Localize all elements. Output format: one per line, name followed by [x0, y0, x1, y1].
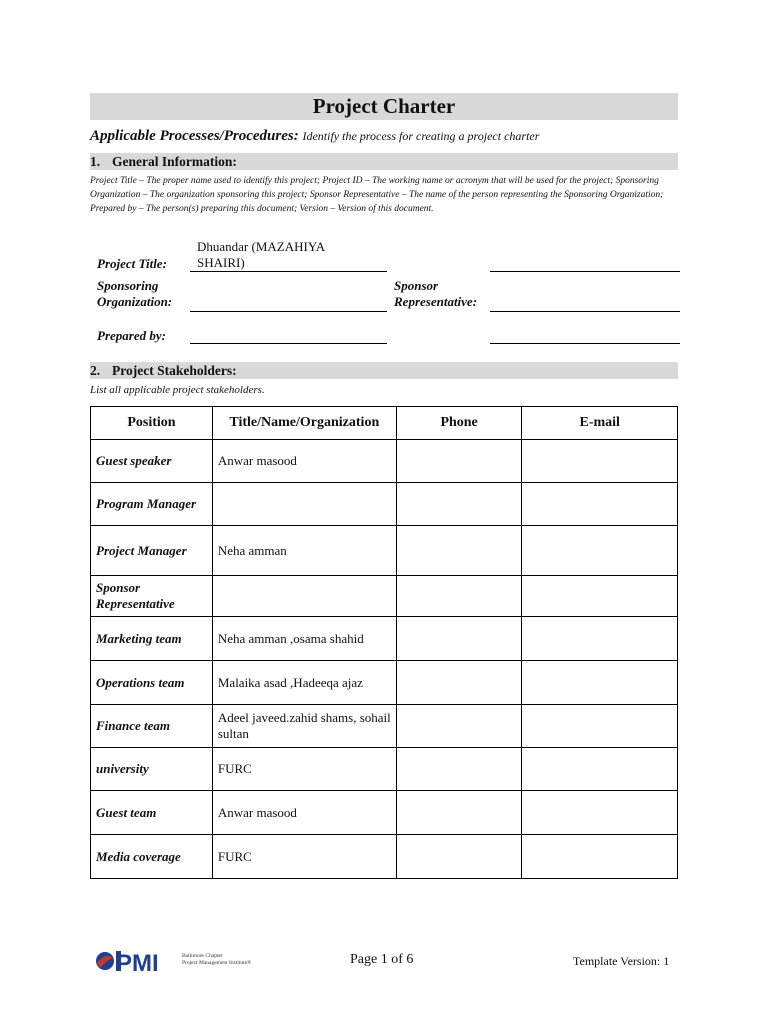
table-row [91, 791, 678, 835]
applicable-text: Identify the process for creating a project charter [302, 129, 540, 143]
column-header-phone: Phone [396, 407, 522, 440]
position-cell: Guest speaker [91, 440, 213, 483]
column-header-email: E-mail [522, 407, 678, 440]
table-row [91, 748, 678, 791]
sponsoring-organization-label: Sponsoring Organization: [97, 278, 173, 309]
name-cell[interactable] [212, 483, 396, 526]
position-cell: Finance team [91, 705, 213, 748]
position-cell: Project Manager [91, 526, 213, 576]
section-title: General Information: [112, 154, 237, 169]
sponsor-representative-line[interactable] [490, 311, 680, 312]
pmi-logo [94, 946, 274, 974]
section-title: Project Stakeholders: [112, 363, 237, 378]
logo-institute: Project Management Institute® [182, 960, 252, 966]
email-cell[interactable] [522, 835, 678, 879]
phone-cell[interactable] [396, 617, 522, 661]
name-cell[interactable]: Malaika asad ,Hadeeqa ajaz [212, 661, 396, 705]
table-header-row [91, 407, 678, 440]
position-cell: Program Manager [91, 483, 213, 526]
logo-wordmark: PMI [116, 950, 159, 974]
email-cell[interactable] [522, 791, 678, 835]
prepared-by-label: Prepared by: [97, 328, 166, 343]
section-number: 2. [90, 363, 101, 378]
email-cell[interactable] [522, 661, 678, 705]
email-cell[interactable] [522, 617, 678, 661]
applicable-label: Applicable Processes/Procedures: [90, 128, 299, 144]
section-general-information [90, 153, 678, 170]
phone-cell[interactable] [396, 835, 522, 879]
name-cell[interactable]: Anwar masood [212, 791, 396, 835]
position-cell: Guest team [91, 791, 213, 835]
email-cell[interactable] [522, 440, 678, 483]
phone-cell[interactable] [396, 748, 522, 791]
name-cell[interactable]: Neha amman ,osama shahid [212, 617, 396, 661]
position-cell: Operations team [91, 661, 213, 705]
position-cell: Marketing team [91, 617, 213, 661]
phone-cell[interactable] [396, 791, 522, 835]
stakeholders-table [90, 406, 678, 879]
applicable-processes [90, 128, 690, 145]
logo-chapter: Baltimore Chapter [182, 953, 223, 959]
phone-cell[interactable] [396, 576, 522, 617]
name-cell[interactable]: FURC [212, 835, 396, 879]
email-cell[interactable] [522, 483, 678, 526]
pmi-logo-icon [94, 946, 274, 974]
sponsor-representative-label: Sponsor Representative: [394, 278, 478, 309]
email-cell[interactable] [522, 526, 678, 576]
section-number: 1. [90, 154, 101, 169]
section-project-stakeholders [90, 362, 678, 379]
column-header-name: Title/Name/Organization [212, 407, 396, 440]
table-row [91, 483, 678, 526]
stakeholders-note: List all applicable project stakeholders. [90, 384, 265, 396]
column-header-position: Position [91, 407, 213, 440]
name-cell[interactable]: Adeel javeed.zahid shams, sohail sultan [212, 705, 396, 748]
email-cell[interactable] [522, 705, 678, 748]
name-cell[interactable]: Neha amman [212, 526, 396, 576]
phone-cell[interactable] [396, 661, 522, 705]
version-line[interactable] [490, 343, 680, 344]
name-cell[interactable]: Anwar masood [212, 440, 396, 483]
table-row [91, 440, 678, 483]
table-row [91, 705, 678, 748]
project-title-value[interactable]: Dhuandar (MAZAHIYA SHAIRI) [197, 239, 325, 270]
table-row [91, 617, 678, 661]
position-cell: university [91, 748, 213, 791]
name-cell[interactable]: FURC [212, 748, 396, 791]
prepared-by-line[interactable] [190, 343, 387, 344]
name-cell[interactable] [212, 576, 396, 617]
project-title-line [190, 271, 387, 272]
email-cell[interactable] [522, 576, 678, 617]
project-title-label: Project Title: [97, 256, 167, 271]
general-info-description: Project Title – The proper name used to identify this project; Project ID – The working name or acronym that will be used for the project; Sponsoring Organization – The organization sponsoring this project; Sponsor Representative – The name of the person representing the Sponsoring Organization; Prepared by – The person(s) preparing this document; Version – Version of this document. [90, 176, 664, 214]
page-number: Page 1 of 6 [350, 952, 414, 967]
table-row [91, 576, 678, 617]
phone-cell[interactable] [396, 440, 522, 483]
phone-cell[interactable] [396, 526, 522, 576]
document-title: Project Charter [90, 93, 678, 120]
email-cell[interactable] [522, 748, 678, 791]
table-row [91, 835, 678, 879]
template-version: Template Version: 1 [573, 954, 670, 968]
table-row [91, 661, 678, 705]
sponsoring-organization-line[interactable] [190, 311, 387, 312]
project-id-line[interactable] [490, 271, 680, 272]
table-row [91, 526, 678, 576]
phone-cell[interactable] [396, 483, 522, 526]
position-cell: Media coverage [91, 835, 213, 879]
position-cell: Sponsor Representative [91, 576, 213, 617]
phone-cell[interactable] [396, 705, 522, 748]
